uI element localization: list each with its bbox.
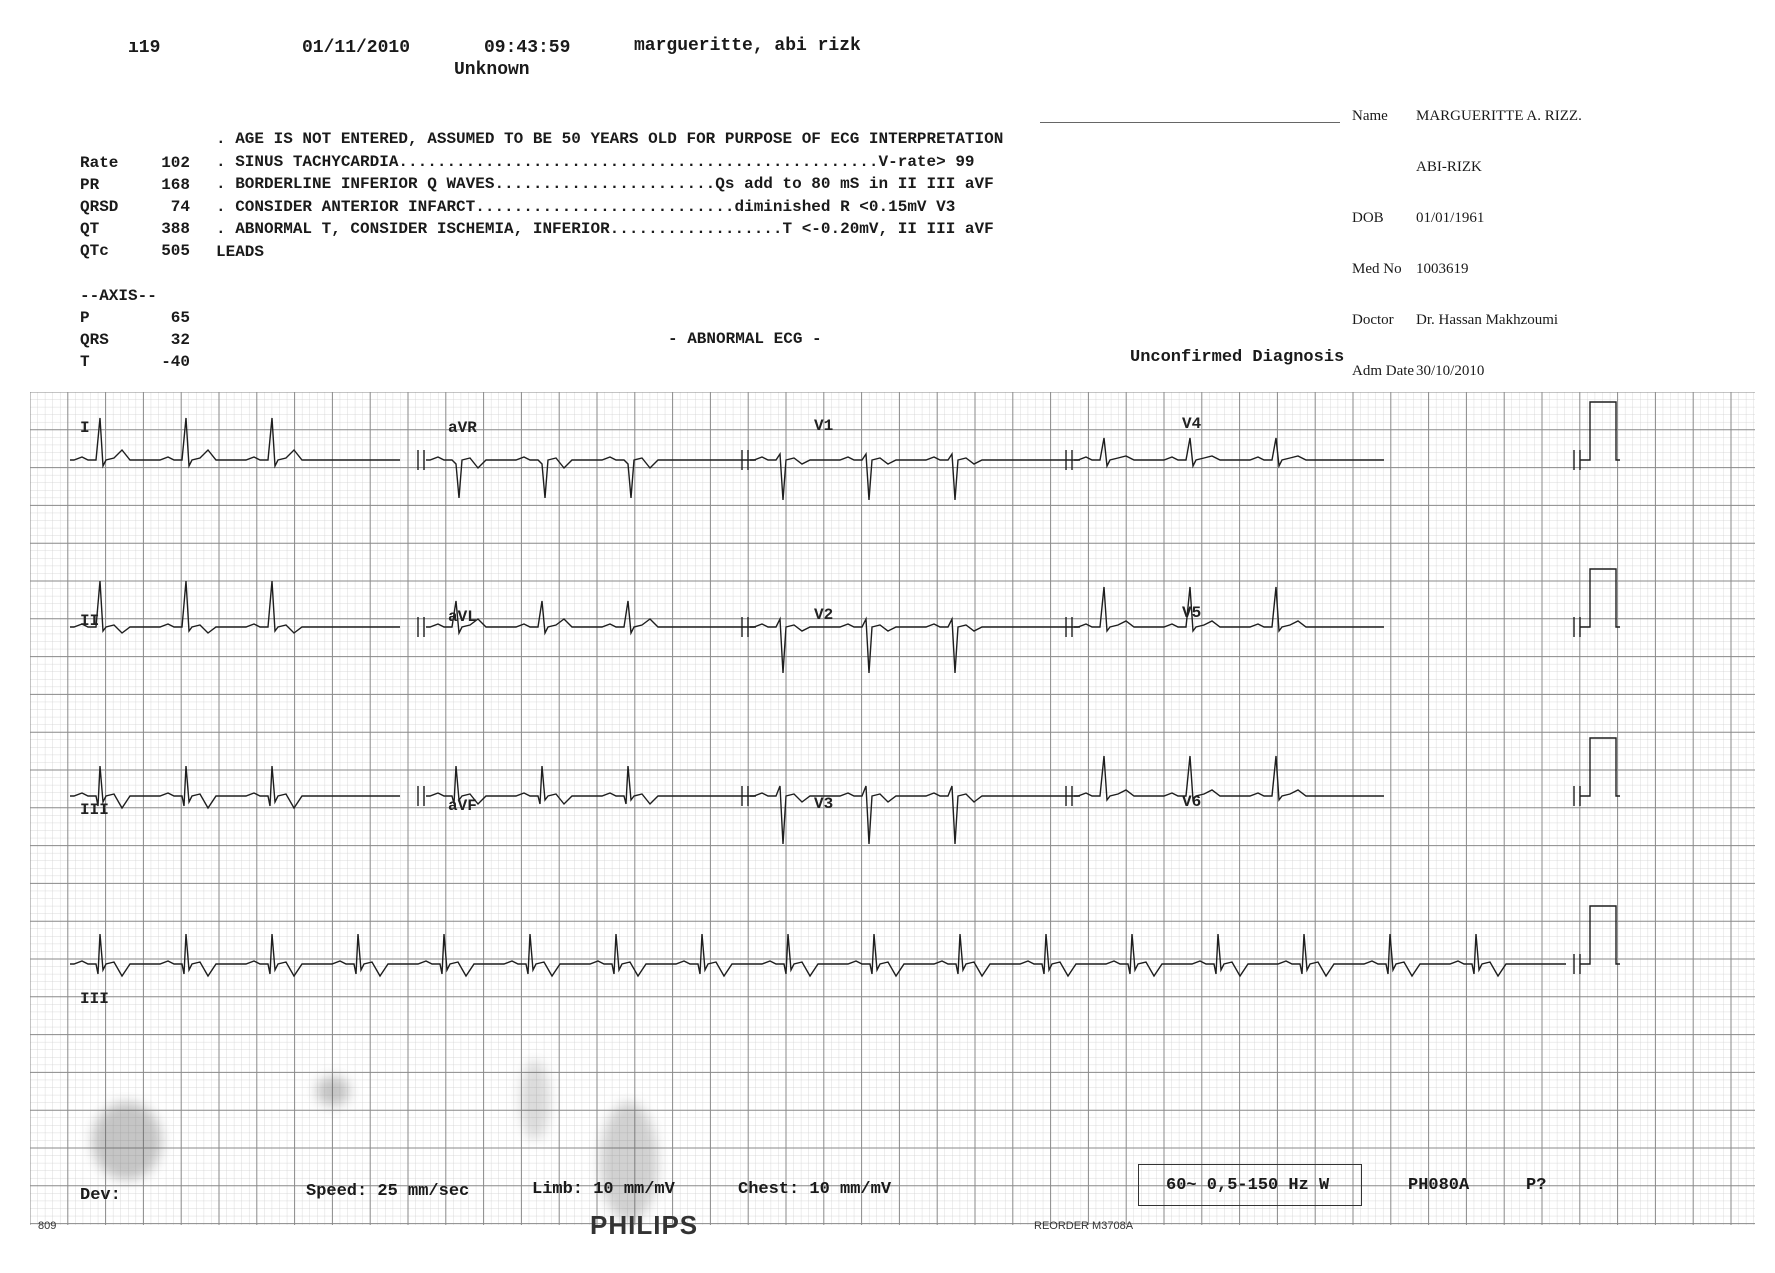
ecg-trace (1074, 587, 1384, 631)
device-code: P? (1526, 1176, 1547, 1195)
device-id: PH080A (1408, 1176, 1470, 1195)
calibration-pulse (1580, 738, 1620, 796)
ecg-strip (30, 392, 1755, 1225)
measure-qtc: QTc 505 (80, 242, 190, 260)
lead-label-avl: aVL (448, 608, 477, 626)
measure-qrsd: QRSD 74 (80, 198, 190, 216)
lead-label-v4: V4 (1182, 415, 1202, 433)
dob-label: DOB (1352, 210, 1384, 226)
ecg-traces (70, 402, 1620, 976)
lead-label-iii: III (80, 801, 109, 819)
ink-smudge (316, 1076, 350, 1106)
lead-label-v1: V1 (814, 417, 834, 435)
doctor-value: Dr. Hassan Makhzoumi (1416, 312, 1559, 328)
speed-setting: Speed: 25 mm/sec (306, 1182, 470, 1201)
divider (1040, 122, 1340, 123)
axis-t: T -40 (80, 353, 190, 371)
lead-label-v2: V2 (814, 606, 834, 624)
patient-name: margueritte, abi rizk (634, 36, 861, 56)
lead-label-avf: aVF (448, 797, 477, 815)
lead-label-ii: II (80, 612, 100, 630)
ecg-trace (750, 454, 1080, 500)
calibration-pulse (1580, 569, 1620, 627)
interp-line-1: . AGE IS NOT ENTERED, ASSUMED TO BE 50 YEARS OLD FOR PURPOSE OF ECG INTERPRETATION (216, 130, 1004, 148)
lead-label-v3: V3 (814, 795, 834, 813)
calibration-pulse (1580, 402, 1620, 460)
chest-setting: Chest: 10 mm/mV (738, 1180, 892, 1199)
lead-label-avr: aVR (448, 419, 477, 437)
filter-setting: 60~ 0,5-150 Hz W (1166, 1176, 1330, 1195)
lead-label-rhythm-iii: III (80, 990, 109, 1008)
interp-line-5: . ABNORMAL T, CONSIDER ISCHEMIA, INFERIOR..................T <-0.20mV, II III aVF (216, 220, 994, 238)
axis-title: --AXIS-- (80, 287, 157, 305)
axis-p: P 65 (80, 309, 190, 327)
ink-smudge (600, 1102, 658, 1222)
interp-line-2: . SINUS TACHYCARDIA..................................................V-rate> 99 (216, 153, 975, 171)
interp-line-3: . BORDERLINE INFERIOR Q WAVES.......................Qs add to 80 mS in II III aVF (216, 175, 994, 193)
philips-logo: PHILIPS (590, 1210, 699, 1240)
ecg-grid (30, 392, 1755, 1225)
ecg-trace (70, 766, 400, 808)
diagnosis-status: Unconfirmed Diagnosis (1130, 348, 1345, 367)
measure-pr: PR 168 (80, 176, 190, 194)
location: Unknown (454, 60, 530, 80)
patient-card (1352, 74, 1582, 397)
ink-smudge (520, 1060, 550, 1140)
ecg-trace (426, 457, 756, 498)
reorder-code: REORDER M3708A (1034, 1220, 1134, 1232)
lead-label-i: I (80, 419, 90, 437)
ecg-trace (70, 418, 400, 466)
med-label: Med No (1352, 261, 1402, 277)
interp-line-4: . CONSIDER ANTERIOR INFARCT...........................diminished R <0.15mV V3 (216, 198, 956, 216)
lead-label-v6: V6 (1182, 793, 1202, 811)
measure-rate: Rate 102 (80, 154, 190, 172)
dob-value: 01/01/1961 (1416, 210, 1485, 226)
adm-value: 30/10/2010 (1416, 363, 1485, 379)
ink-smudge (92, 1102, 162, 1180)
ecg-trace (750, 786, 1080, 844)
ecg-trace (1074, 438, 1384, 466)
med-value: 1003619 (1416, 261, 1469, 277)
record-time: 09:43:59 (484, 38, 571, 58)
name-value-2: ABI-RIZK (1416, 159, 1482, 175)
axis-qrs: QRS 32 (80, 331, 190, 349)
doctor-label: Doctor (1352, 312, 1394, 328)
name-label: Name (1352, 108, 1388, 124)
page-number: 809 (38, 1220, 57, 1232)
dev-label: Dev: (80, 1186, 121, 1205)
measure-qt: QT 388 (80, 220, 190, 238)
name-value: MARGUERITTE A. RIZZ. (1416, 108, 1582, 124)
calibration-pulse (1580, 906, 1620, 964)
lead-labels (80, 415, 1202, 1008)
ecg-trace (70, 581, 400, 633)
summary-statement: - ABNORMAL ECG - (668, 330, 822, 348)
lead-label-v5: V5 (1182, 604, 1202, 622)
record-id: ı19 (128, 38, 161, 58)
record-date: 01/11/2010 (302, 38, 411, 58)
interp-line-6: LEADS (216, 243, 265, 261)
adm-label: Adm Date (1352, 363, 1415, 379)
ecg-trace (750, 619, 1080, 673)
limb-setting: Limb: 10 mm/mV (532, 1180, 675, 1199)
